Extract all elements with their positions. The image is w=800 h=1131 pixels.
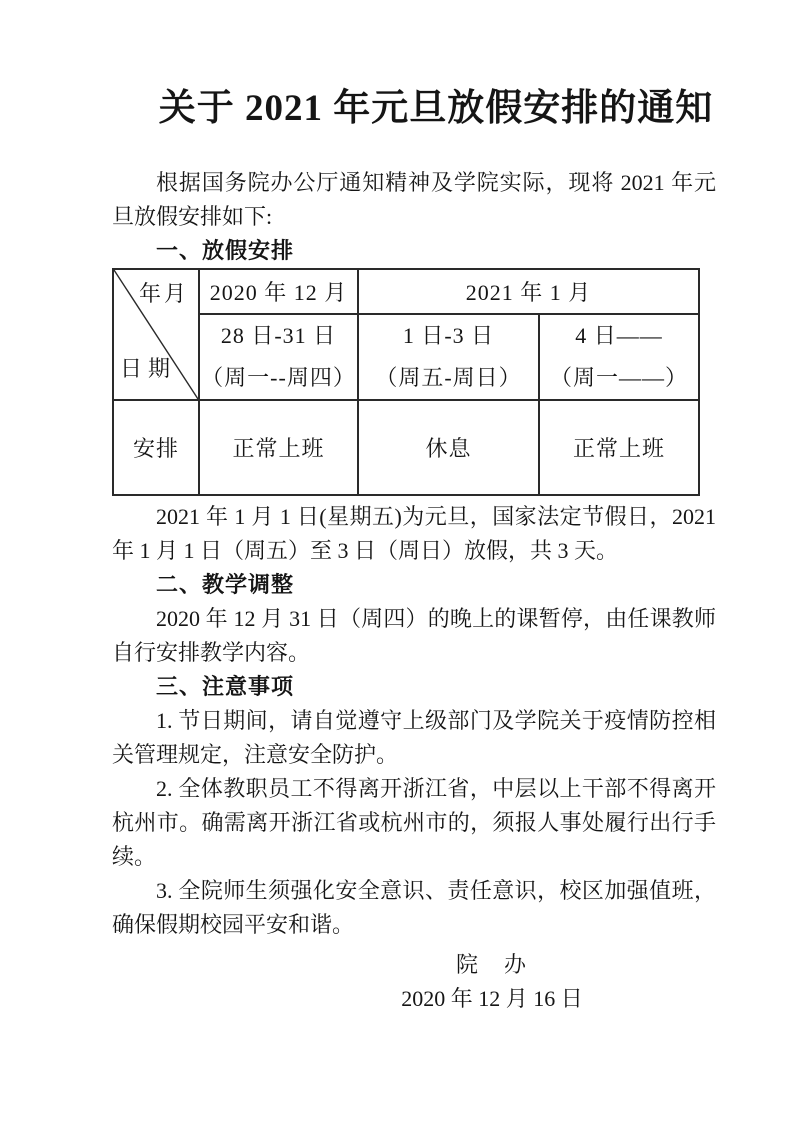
date-range-jan-after: 4 日—— <box>575 323 663 348</box>
notice-item-2: 2. 全体教职员工不得离开浙江省，中层以上干部不得离开杭州市。确需离开浙江省或杭州市的，须报人事处履行出行手续。 <box>112 776 716 869</box>
section2-heading: 二、教学调整 <box>156 572 295 597</box>
date-cell-dec <box>199 314 358 400</box>
section1-note-paragraph: 2021 年 1 月 1 日(星期五)为元旦，国家法定节假日，2021 年 1 月 1 日（周五）至 3 日（周日）放假，共 3 天。 <box>112 504 716 563</box>
holiday-schedule-table <box>112 268 700 496</box>
date-range-jan-holiday: 1 日-3 日 <box>402 323 495 348</box>
section1-heading: 一、放假安排 <box>156 238 295 263</box>
signature-date: 2020 年 12 月 16 日 <box>401 986 583 1011</box>
table-corner-cell <box>113 269 199 400</box>
weekday-range-jan-holiday: （周五-周日） <box>375 365 522 390</box>
arrangement-cell-rest: 休息 <box>358 400 539 495</box>
date-cell-jan-after <box>539 314 699 400</box>
intro-paragraph: 根据国务院办公厅通知精神及学院实际，现将 2021 年元旦放假安排如下: <box>112 170 716 229</box>
date-cell-jan-holiday <box>358 314 539 400</box>
date-range-dec: 28 日-31 日 <box>220 323 337 348</box>
document-title: 关于 2021 年元旦放假安排的通知 <box>158 88 714 129</box>
arrangement-cell-work-dec: 正常上班 <box>199 400 358 495</box>
table-arrangement-row <box>113 400 699 495</box>
table-date-row <box>113 314 699 400</box>
table-month-row <box>113 269 699 314</box>
corner-label-year-month: 年月 <box>138 281 189 306</box>
weekday-range-dec: （周一--周四） <box>201 365 356 390</box>
month-cell-2020-12: 2020 年 12 月 <box>199 269 358 314</box>
arrangement-label-cell: 安排 <box>113 400 199 495</box>
weekday-range-jan-after: （周一——） <box>550 365 689 390</box>
corner-label-date: 日期 <box>120 356 177 381</box>
arrangement-cell-work-jan: 正常上班 <box>539 400 699 495</box>
signature-signer: 院 办 <box>455 952 528 977</box>
notice-item-1: 1. 节日期间，请自觉遵守上级部门及学院关于疫情防控相关管理规定，注意安全防护。 <box>112 708 716 767</box>
notice-item-3: 3. 全院师生须强化安全意识、责任意识，校区加强值班，确保假期校园平安和谐。 <box>112 878 716 937</box>
month-cell-2021-1: 2021 年 1 月 <box>358 269 699 314</box>
section3-heading: 三、注意事项 <box>156 674 295 699</box>
signature-block <box>268 948 716 1016</box>
section2-paragraph: 2020 年 12 月 31 日（周四）的晚上的课暂停，由任课教师自行安排教学内容。 <box>112 606 716 665</box>
